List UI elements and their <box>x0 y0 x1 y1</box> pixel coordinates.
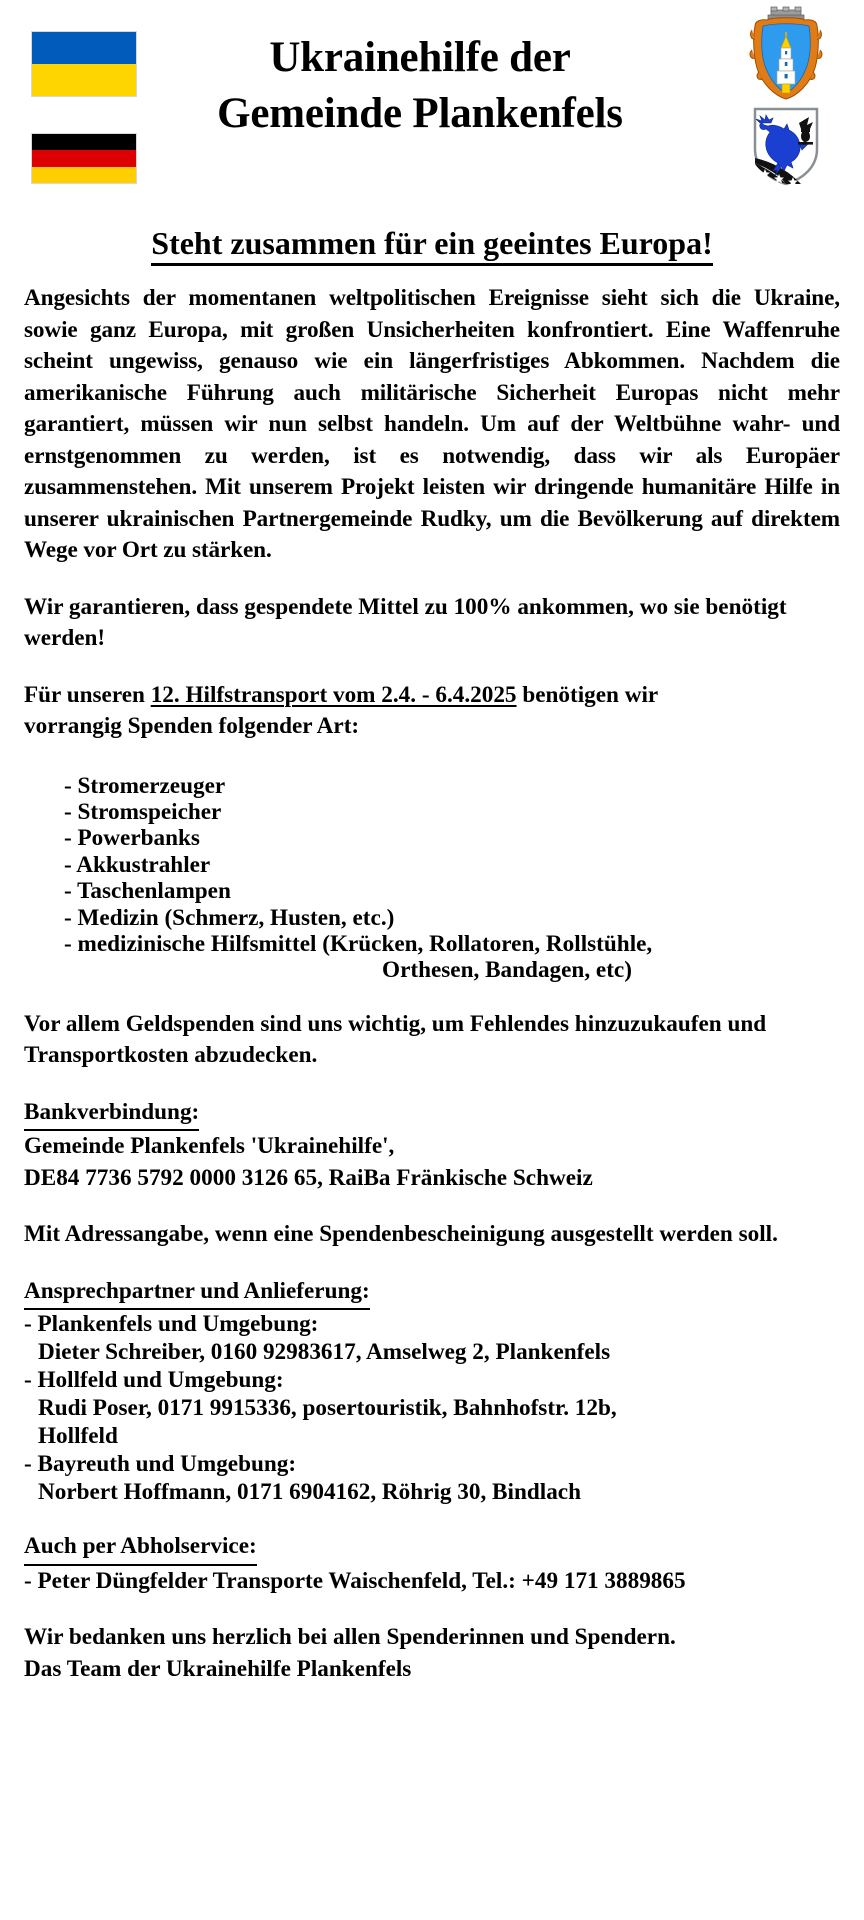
bank-iban-line: DE84 7736 5792 0000 3126 65, RaiBa Fränkische Schweiz <box>24 1164 593 1191</box>
contacts-heading <box>24 1276 840 1311</box>
contact-detail: Dieter Schreiber, 0160 92983617, Amselweg 2, Plankenfels <box>38 1339 611 1366</box>
pickup-heading-text: Auch per Abholservice: <box>24 1531 257 1566</box>
main-heading <box>0 224 864 262</box>
list-item: - Stromspeicher <box>64 798 222 825</box>
intro-paragraph: Angesichts der momentanen weltpolitischen Ereignisse sieht sich die Ukraine, sowie ganz Europa, mit großen Unsicherheiten konfrontiert. Eine Waffenruhe scheint ungewiss, genauso wie ein längerfristiges Abkommen. Nachdem die amerikanische Führung auch militärische Sicherheit Europas nicht mehr garantiert, müssen wir nun selbst handeln. Um auf der Weltbühne wahr- und ernstgenommen zu werden, ist es notwendig, dass wir als Europäer zusammenstehen. Mit unserem Projekt leisten wir dringende humanitäre Hilfe in unserer ukrainischen Partnergemeinde Rudky, um die Bevölkerung auf direktem Wege vor Ort zu stärken. <box>24 285 840 563</box>
contact-region: - Bayreuth und Umgebung: <box>24 1451 297 1478</box>
transport-paragraph-line2: vorrangig Spenden folgender Art: <box>24 713 360 739</box>
crest-group <box>734 6 838 187</box>
rudky-coat-of-arms <box>747 6 825 102</box>
bank-heading <box>24 1097 840 1132</box>
receipt-paragraph: Mit Adressangabe, wenn eine Spendenbescheinigung ausgestellt werden soll. <box>24 1221 778 1248</box>
contact-detail-continued: Hollfeld <box>38 1423 118 1450</box>
contact-detail: Norbert Hoffmann, 0171 6904162, Röhrig 30, Bindlach <box>38 1479 581 1506</box>
contact-detail: Rudi Poser, 0171 9915336, posertouristik, Bahnhofstr. 12b, <box>38 1395 617 1422</box>
transport-suffix: benötigen wir <box>516 681 659 708</box>
main-heading-text: Steht zusammen für ein geeintes Europa! <box>151 225 712 266</box>
list-item <box>64 931 840 984</box>
bank-account-holder: Gemeinde Plankenfels 'Ukrainehilfe', <box>24 1133 395 1160</box>
thanks-line-1: Wir bedanken uns herzlich bei allen Spenderinnen und Spendern. <box>24 1624 676 1651</box>
contacts-heading-text: Ansprechpartner und Anlieferung: <box>24 1276 370 1311</box>
pickup-heading <box>24 1531 840 1566</box>
transport-prefix: Für unseren <box>24 681 151 708</box>
thanks-line-2: Das Team der Ukrainehilfe Plankenfels <box>24 1655 412 1682</box>
list-item: - Akkustrahler <box>64 851 211 878</box>
list-item-line2: Orthesen, Bandagen, etc) <box>382 957 632 984</box>
transport-date-range: 12. Hilfstransport vom 2.4. - 6.4.2025 <box>150 681 517 708</box>
list-item: - Stromerzeuger <box>64 772 226 799</box>
list-item: - Taschenlampen <box>64 878 231 905</box>
ukraine-flag-yellow-band <box>32 64 136 96</box>
germany-flag-black-band <box>32 134 136 150</box>
flyer-body <box>0 283 864 1685</box>
list-item-line1: - medizinische Hilfsmittel (Krücken, Rollatoren, Rollstühle, <box>64 930 653 957</box>
germany-flag-red-band <box>32 150 136 166</box>
contact-region: - Plankenfels und Umgebung: <box>24 1311 319 1338</box>
bank-heading-text: Bankverbindung: <box>24 1097 199 1132</box>
list-item: - Powerbanks <box>64 825 200 852</box>
flag-group <box>31 31 137 184</box>
page-title <box>140 30 700 142</box>
germany-flag-gold-band <box>32 167 136 183</box>
needed-items-list <box>24 773 840 984</box>
contact-region: - Hollfeld und Umgebung: <box>24 1367 284 1394</box>
title-line-1: Ukrainehilfe der <box>269 34 571 81</box>
money-paragraph: Vor allem Geldspenden sind uns wichtig, um Fehlendes hinzuzukaufen und Transportkosten abzudecken. <box>24 1010 767 1069</box>
transport-paragraph <box>24 680 840 712</box>
list-item: - Medizin (Schmerz, Husten, etc.) <box>64 904 395 931</box>
ukraine-flag-blue-band <box>32 32 136 64</box>
germany-flag <box>31 133 137 184</box>
plankenfels-coat-of-arms <box>751 105 821 187</box>
pickup-entry: - Peter Düngfelder Transporte Waischenfeld, Tel.: +49 171 3889865 <box>24 1567 686 1594</box>
flyer-header <box>0 0 864 212</box>
ukraine-flag <box>31 31 137 97</box>
title-line-2: Gemeinde Plankenfels <box>217 90 623 137</box>
guarantee-paragraph: Wir garantieren, dass gespendete Mittel zu 100% ankommen, wo sie benötigt werden! <box>24 593 787 651</box>
